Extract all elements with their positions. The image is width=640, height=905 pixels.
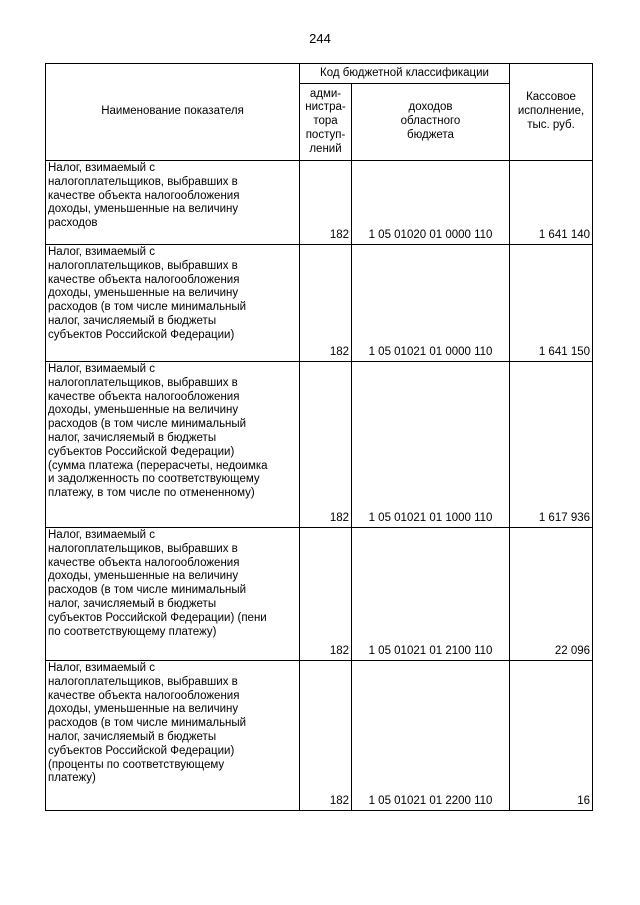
header-indicator-name: Наименование показателя bbox=[46, 64, 300, 161]
table-body bbox=[46, 161, 593, 811]
header-revenue-administrator: адми- нистра- тора поступ- лений bbox=[300, 84, 352, 161]
row-indicator-name: Налог, взимаемый с налогоплательщиков, выбравших в качестве объекта налогообложения доходы, уменьшенные на величину расходов (в том числе минимальный налог, зачисляемый в бюджеты субъектов Российской Федерации) bbox=[46, 245, 300, 362]
row-cash-amount: 1 641 140 bbox=[510, 161, 593, 245]
table-row bbox=[46, 161, 593, 245]
row-budget-code: 1 05 01021 01 0000 110 bbox=[352, 245, 510, 362]
row-admin-code: 182 bbox=[300, 362, 352, 528]
budget-table bbox=[45, 63, 593, 811]
row-cash-amount: 22 096 bbox=[510, 528, 593, 661]
row-cash-amount: 1 641 150 bbox=[510, 245, 593, 362]
table-row bbox=[46, 661, 593, 811]
row-admin-code: 182 bbox=[300, 161, 352, 245]
row-budget-code: 1 05 01020 01 0000 110 bbox=[352, 161, 510, 245]
table-row bbox=[46, 362, 593, 528]
row-admin-code: 182 bbox=[300, 528, 352, 661]
row-admin-code: 182 bbox=[300, 245, 352, 362]
table-header bbox=[46, 64, 593, 161]
row-cash-amount: 1 617 936 bbox=[510, 362, 593, 528]
row-admin-code: 182 bbox=[300, 661, 352, 811]
row-cash-amount: 16 bbox=[510, 661, 593, 811]
row-indicator-name: Налог, взимаемый с налогоплательщиков, выбравших в качестве объекта налогообложения доходы, уменьшенные на величину расходов (в том числе минимальный налог, зачисляемый в бюджеты субъектов Российской Федерации) (пени по соответствующему платежу) bbox=[46, 528, 300, 661]
row-budget-code: 1 05 01021 01 2200 110 bbox=[352, 661, 510, 811]
page-number: 244 bbox=[309, 31, 331, 46]
row-budget-code: 1 05 01021 01 2100 110 bbox=[352, 528, 510, 661]
row-indicator-name: Налог, взимаемый с налогоплательщиков, выбравших в качестве объекта налогообложения доходы, уменьшенные на величину расходов bbox=[46, 161, 300, 245]
header-regional-budget-income: доходов областного бюджета bbox=[352, 84, 510, 161]
row-indicator-name: Налог, взимаемый с налогоплательщиков, выбравших в качестве объекта налогообложения доходы, уменьшенные на величину расходов (в том числе минимальный налог, зачисляемый в бюджеты субъектов Российской Федерации) (проценты по соответствующему платежу) bbox=[46, 661, 300, 811]
row-budget-code: 1 05 01021 01 1000 110 bbox=[352, 362, 510, 528]
table-row bbox=[46, 528, 593, 661]
table-row bbox=[46, 245, 593, 362]
row-indicator-name: Налог, взимаемый с налогоплательщиков, выбравших в качестве объекта налогообложения доходы, уменьшенные на величину расходов (в том числе минимальный налог, зачисляемый в бюджеты субъектов Российской Федерации) (сумма платежа (перерасчеты, недоимка и задолженность по соответствующему платежу, в том числе по отмененному) bbox=[46, 362, 300, 528]
header-classification-code: Код бюджетной классификации bbox=[300, 64, 510, 84]
header-cash-execution: Кассовое исполнение, тыс. руб. bbox=[510, 64, 593, 161]
